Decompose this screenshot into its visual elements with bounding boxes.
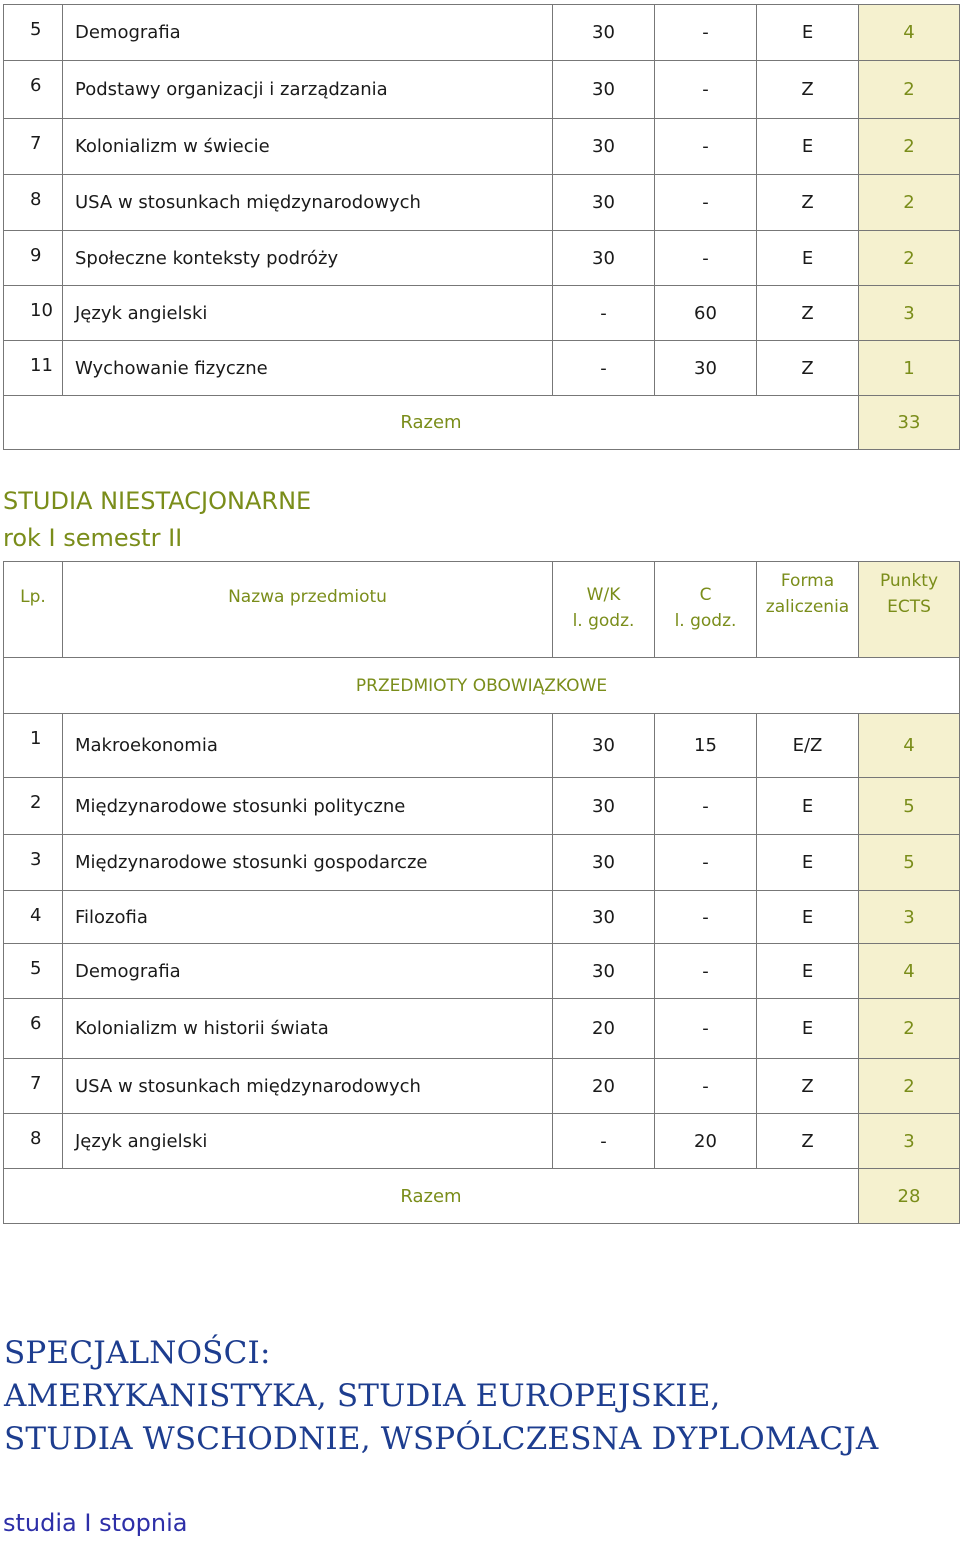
course-name: Wychowanie fizyczne (63, 341, 553, 396)
assessment-form: Z (757, 1059, 859, 1114)
assessment-form: Z (757, 286, 859, 341)
class-hours: 15 (655, 714, 757, 778)
class-hours: - (655, 778, 757, 835)
specializations-line2: AMERYKANISTYKA, STUDIA EUROPEJSKIE, (4, 1378, 721, 1414)
assessment-form: Z (757, 175, 859, 231)
lecture-hours: 30 (553, 5, 655, 61)
ects-points: 2 (859, 175, 960, 231)
lecture-hours: 30 (553, 944, 655, 999)
table-row (4, 286, 960, 341)
assessment-form: E (757, 944, 859, 999)
assessment-form: E/Z (757, 714, 859, 778)
section-row (4, 658, 960, 714)
class-hours: - (655, 5, 757, 61)
header-lp-label: Lp. (20, 587, 46, 607)
lecture-hours: - (553, 341, 655, 396)
ects-points: 5 (859, 835, 960, 891)
assessment-form: E (757, 231, 859, 286)
table-row (4, 835, 960, 891)
ects-points: 2 (859, 119, 960, 175)
sum-value: 28 (859, 1169, 960, 1224)
header-wk-line1: W/K (586, 585, 621, 605)
row-number: 1 (4, 714, 63, 778)
course-name: Międzynarodowe stosunki gospodarcze (63, 835, 553, 891)
class-hours: - (655, 999, 757, 1059)
header-wk (553, 562, 655, 658)
lecture-hours: 30 (553, 891, 655, 944)
class-hours: 30 (655, 341, 757, 396)
header-c-line1: C (699, 585, 712, 605)
sum-value: 33 (859, 396, 960, 450)
ects-points: 5 (859, 778, 960, 835)
course-name: Demografia (63, 5, 553, 61)
header-forma (757, 562, 859, 658)
course-name: USA w stosunkach międzynarodowych (63, 175, 553, 231)
assessment-form: Z (757, 1114, 859, 1169)
lecture-hours: 30 (553, 835, 655, 891)
row-number: 8 (4, 175, 63, 231)
course-name: Podstawy organizacji i zarządzania (63, 61, 553, 119)
lecture-hours: 30 (553, 778, 655, 835)
course-table-1 (3, 4, 960, 450)
header-ects-line1: Punkty (879, 571, 939, 591)
course-name: Makroekonomia (63, 714, 553, 778)
lecture-hours: 30 (553, 119, 655, 175)
course-name: Międzynarodowe stosunki polityczne (63, 778, 553, 835)
course-name: USA w stosunkach międzynarodowych (63, 1059, 553, 1114)
table-row (4, 1059, 960, 1114)
class-hours: 60 (655, 286, 757, 341)
lecture-hours: - (553, 286, 655, 341)
ects-points: 2 (859, 999, 960, 1059)
row-number: 11 (4, 341, 63, 396)
header-lp (4, 562, 63, 658)
table-row (4, 999, 960, 1059)
lecture-hours: 20 (553, 1059, 655, 1114)
table-row (4, 231, 960, 286)
row-number: 7 (4, 1059, 63, 1114)
lecture-hours: 30 (553, 61, 655, 119)
course-name: Kolonializm w świecie (63, 119, 553, 175)
header-wk-line2: l. godz. (572, 611, 635, 631)
table-row (4, 714, 960, 778)
ects-points: 2 (859, 61, 960, 119)
specializations-title: SPECJALNOŚCI: (4, 1335, 271, 1371)
lecture-hours: 30 (553, 714, 655, 778)
specializations-line3: STUDIA WSCHODNIE, WSPÓLCZESNA DYPLOMACJA (4, 1421, 879, 1457)
lecture-hours: 30 (553, 175, 655, 231)
ects-points: 4 (859, 5, 960, 61)
row-number: 7 (4, 119, 63, 175)
assessment-form: Z (757, 61, 859, 119)
table-row (4, 778, 960, 835)
row-number: 8 (4, 1114, 63, 1169)
table-row (4, 119, 960, 175)
class-hours: - (655, 835, 757, 891)
header-forma-line1: Forma (780, 571, 835, 591)
header-c (655, 562, 757, 658)
assessment-form: E (757, 891, 859, 944)
ects-points: 3 (859, 286, 960, 341)
section-title: STUDIA NIESTACJONARNE (3, 487, 312, 515)
ects-points: 2 (859, 1059, 960, 1114)
table-row (4, 61, 960, 119)
assessment-form: E (757, 5, 859, 61)
course-name: Kolonializm w historii świata (63, 999, 553, 1059)
sum-label: Razem (4, 1169, 859, 1224)
header-name-label: Nazwa przedmiotu (228, 587, 387, 607)
header-ects (859, 562, 960, 658)
assessment-form: E (757, 999, 859, 1059)
row-number: 10 (4, 286, 63, 341)
table-row (4, 1114, 960, 1169)
table-row (4, 175, 960, 231)
ects-points: 3 (859, 891, 960, 944)
row-number: 6 (4, 999, 63, 1059)
header-row (4, 562, 960, 658)
sum-row (4, 396, 960, 450)
course-table-2 (3, 561, 960, 1224)
row-number: 4 (4, 891, 63, 944)
course-name: Filozofia (63, 891, 553, 944)
ects-points: 1 (859, 341, 960, 396)
lecture-hours: 30 (553, 231, 655, 286)
header-forma-line2: zaliczenia (765, 597, 850, 617)
table-row (4, 341, 960, 396)
header-ects-line2: ECTS (887, 597, 931, 617)
row-number: 5 (4, 944, 63, 999)
ects-points: 4 (859, 714, 960, 778)
row-number: 5 (4, 5, 63, 61)
row-number: 2 (4, 778, 63, 835)
class-hours: - (655, 891, 757, 944)
row-number: 3 (4, 835, 63, 891)
lecture-hours: 20 (553, 999, 655, 1059)
header-c-line2: l. godz. (674, 611, 737, 631)
class-hours: 20 (655, 1114, 757, 1169)
course-name: Język angielski (63, 1114, 553, 1169)
section-label: PRZEDMIOTY OBOWIĄZKOWE (4, 658, 960, 714)
class-hours: - (655, 61, 757, 119)
course-name: Język angielski (63, 286, 553, 341)
section-subtitle: rok I semestr II (3, 524, 183, 552)
course-name: Demografia (63, 944, 553, 999)
course-table-1-body (4, 5, 960, 396)
table-row (4, 5, 960, 61)
lecture-hours: - (553, 1114, 655, 1169)
assessment-form: Z (757, 341, 859, 396)
class-hours: - (655, 231, 757, 286)
footer-text: studia I stopnia (3, 1509, 188, 1537)
class-hours: - (655, 119, 757, 175)
class-hours: - (655, 1059, 757, 1114)
row-number: 6 (4, 61, 63, 119)
assessment-form: E (757, 835, 859, 891)
ects-points: 3 (859, 1114, 960, 1169)
row-number: 9 (4, 231, 63, 286)
table-row (4, 944, 960, 999)
ects-points: 2 (859, 231, 960, 286)
sum-label: Razem (4, 396, 859, 450)
class-hours: - (655, 944, 757, 999)
header-name (63, 562, 553, 658)
ects-points: 4 (859, 944, 960, 999)
table-row (4, 891, 960, 944)
sum-row (4, 1169, 960, 1224)
assessment-form: E (757, 119, 859, 175)
course-table-2-body (4, 714, 960, 1169)
assessment-form: E (757, 778, 859, 835)
course-name: Społeczne konteksty podróży (63, 231, 553, 286)
class-hours: - (655, 175, 757, 231)
